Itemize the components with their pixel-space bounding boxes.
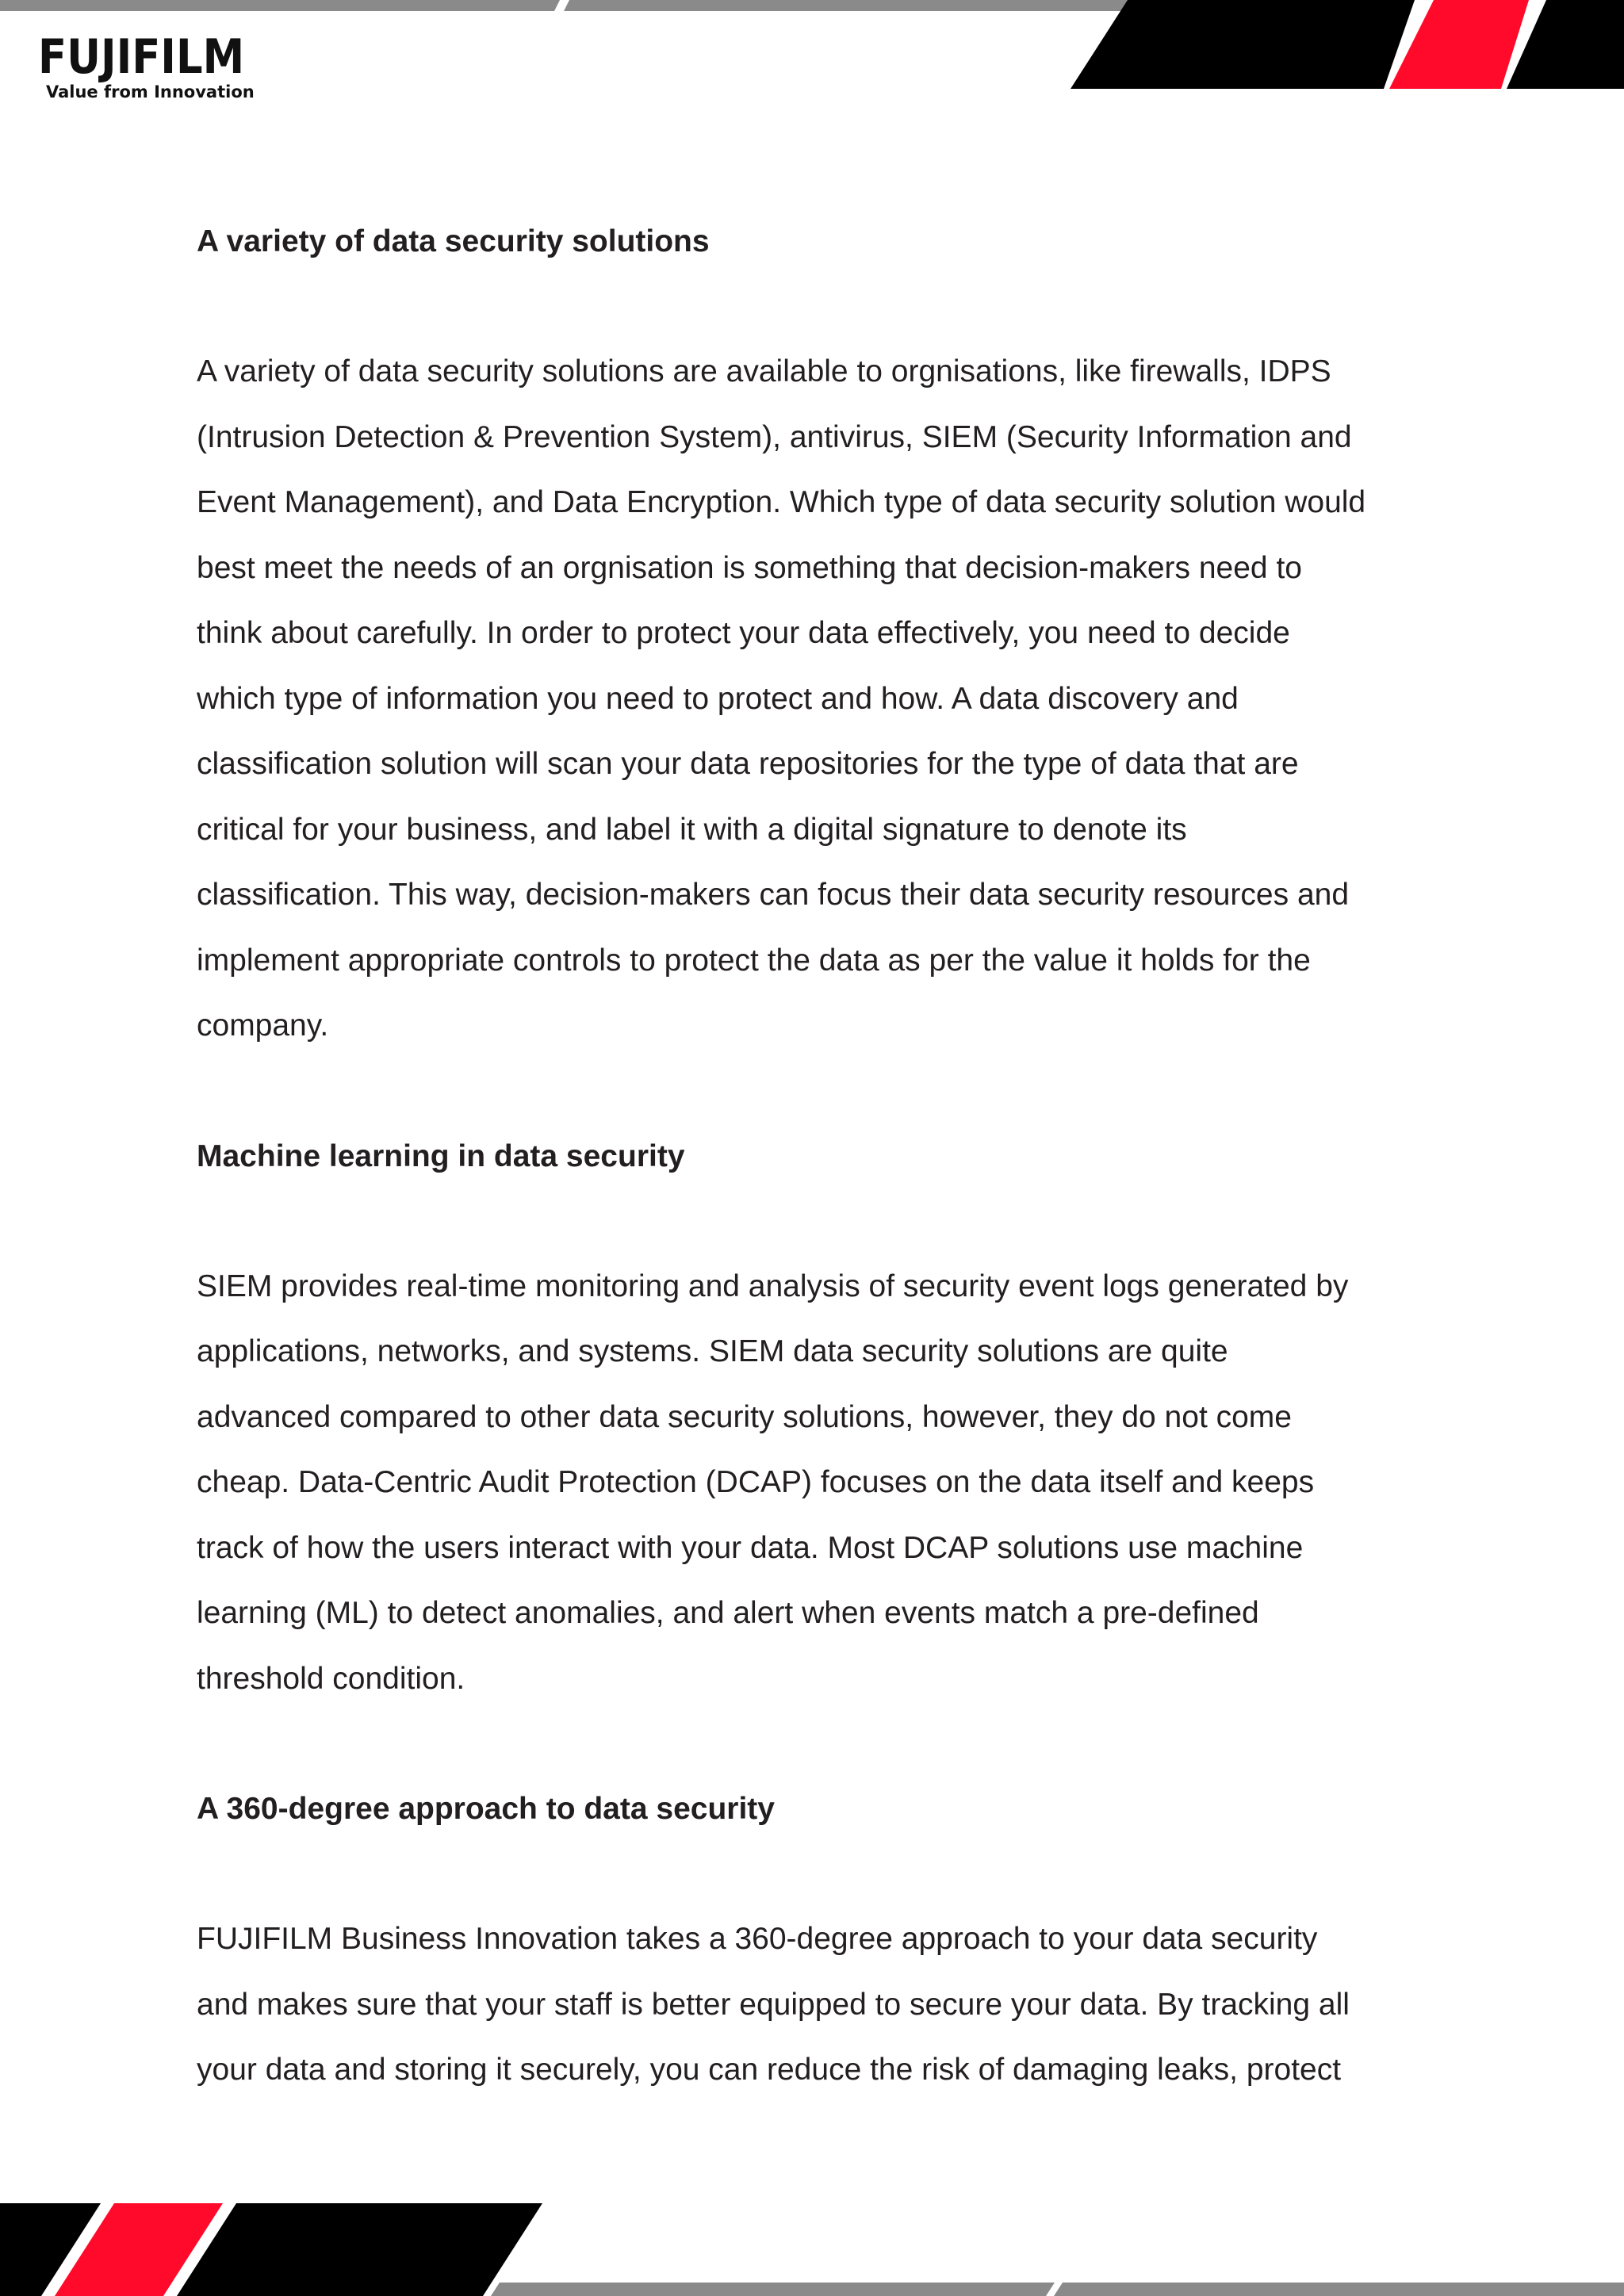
paragraph-line: which type of information you need to protect and how. A data discovery and (197, 681, 1239, 716)
paragraph-line: and makes sure that your staff is better equipped to secure your data. By tracking all (197, 1987, 1350, 2022)
paragraph-line: applications, networks, and systems. SIEM data security solutions are quite (197, 1334, 1228, 1368)
paragraph-line: (Intrusion Detection & Prevention System), antivirus, SIEM (Security Information and (197, 419, 1352, 454)
paragraph-line: A variety of data security solutions are available to orgnisations, like firewalls, IDPS (197, 354, 1331, 388)
bottom-gray-bar-right (1054, 2283, 1624, 2296)
section-machine-learning (197, 1124, 1434, 1777)
paragraph-line: best meet the needs of an orgnisation is something that decision-makers need to (197, 550, 1302, 585)
paragraph-line: threshold condition. (197, 1661, 465, 1696)
logo-wordmark: FUJIFILM (38, 29, 245, 85)
paragraph-line: track of how the users interact with your data. Most DCAP solutions use machine (197, 1530, 1304, 1565)
bottom-gray-bar-left (491, 2283, 1055, 2296)
logo-tagline: Value from Innovation (46, 82, 255, 101)
section-paragraph (197, 339, 1434, 1059)
section-heading: A 360-degree approach to data security (197, 1792, 775, 1826)
paragraph-line: company. (197, 1008, 329, 1043)
paragraph-line: implement appropriate controls to protect the data as per the value it holds for the (197, 943, 1311, 978)
paragraph-line: your data and storing it securely, you can reduce the risk of damaging leaks, protect (197, 2053, 1342, 2087)
section-data-security-solutions (197, 209, 1434, 1124)
paragraph-line: classification. This way, decision-makers can focus their data security resources and (197, 878, 1350, 912)
section-360-approach (197, 1777, 1434, 2103)
paragraph-line: think about carefully. In order to protect your data effectively, you need to decide (197, 616, 1290, 650)
bottom-black-block-2 (177, 2203, 542, 2296)
paragraph-line: learning (ML) to detect anomalies, and alert when events match a pre-defined (197, 1596, 1259, 1630)
paragraph-line: Event Management), and Data Encryption. Which type of data security solution would (197, 485, 1366, 519)
top-gray-bar-left (0, 0, 560, 11)
document-body (197, 209, 1434, 2103)
paragraph-line: advanced compared to other data security solutions, however, they do not come (197, 1399, 1292, 1434)
paragraph-line: SIEM provides real-time monitoring and analysis of security event logs generated by (197, 1269, 1349, 1303)
paragraph-line: classification solution will scan your data repositories for the type of data that are (197, 747, 1299, 781)
fujifilm-logo (38, 29, 255, 101)
top-red-stripe (1389, 0, 1529, 89)
section-heading: A variety of data security solutions (197, 224, 710, 258)
paragraph-line: FUJIFILM Business Innovation takes a 360-degree approach to your data security (197, 1922, 1318, 1956)
paragraph-line: critical for your business, and label it with a digital signature to denote its (197, 812, 1187, 847)
paragraph-line: cheap. Data-Centric Audit Protection (DCAP) focuses on the data itself and keeps (197, 1465, 1315, 1499)
section-paragraph (197, 1907, 1434, 2103)
section-heading: Machine learning in data security (197, 1138, 685, 1173)
top-black-block-1 (1071, 0, 1415, 89)
section-paragraph (197, 1254, 1434, 1712)
footer-decoration (0, 2201, 1624, 2296)
top-gray-bar-right (564, 0, 1128, 11)
